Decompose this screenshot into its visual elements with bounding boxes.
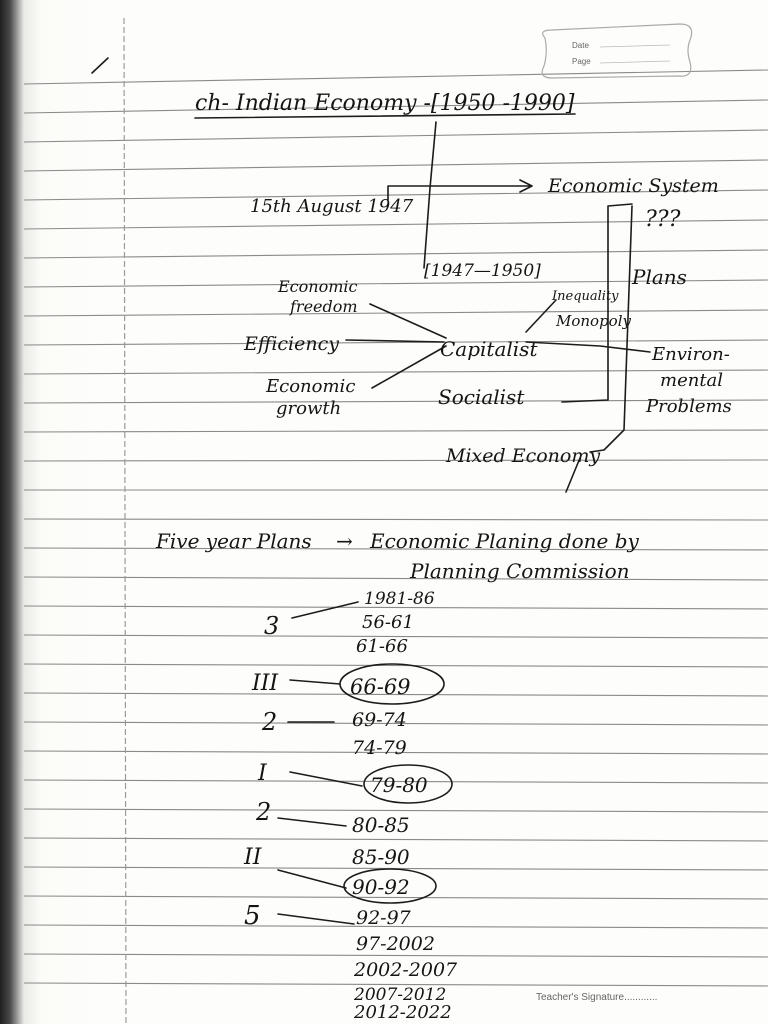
economic-freedom-line2: freedom xyxy=(290,297,358,316)
five-year-arrow: → xyxy=(336,529,353,553)
period-79-80: 79-80 xyxy=(370,773,428,797)
page-label: Page xyxy=(572,57,591,66)
planning-line1: Economic Planing done by xyxy=(370,529,639,553)
mixed-economy-label: Mixed Economy xyxy=(446,445,601,467)
period-69-74: 69-74 xyxy=(352,709,407,731)
question-marks: ??? xyxy=(645,207,681,232)
period-74-79: 74-79 xyxy=(352,737,407,759)
connector-II xyxy=(278,870,346,888)
economic-freedom-line1: Economic xyxy=(278,277,358,296)
margin-line xyxy=(124,18,126,1024)
date-label: Date xyxy=(572,41,589,50)
period-66-69: 66-69 xyxy=(350,675,411,699)
period-2002-2007: 2002-2007 xyxy=(354,959,458,981)
period-92-97: 92-97 xyxy=(356,907,411,929)
growth-connector xyxy=(372,346,446,388)
stray-mark xyxy=(92,58,108,73)
marker-III: III xyxy=(252,671,279,696)
period-2007-2012: 2007-2012 xyxy=(354,985,447,1005)
marker-II: II xyxy=(244,845,262,870)
socialist-label: Socialist xyxy=(438,385,525,409)
connector-I xyxy=(290,772,362,786)
economic-system-label: Economic System xyxy=(548,175,719,197)
plans-label: Plans xyxy=(632,265,687,289)
period-56-61: 56-61 xyxy=(362,612,414,633)
independence-date: 15th August 1947 xyxy=(250,196,414,217)
planning-line2: Planning Commission xyxy=(410,559,630,583)
connector-5 xyxy=(278,914,354,924)
five-year-plans-label: Five year Plans xyxy=(156,529,312,553)
period-90-92: 90-92 xyxy=(352,875,410,899)
freedom-connector xyxy=(370,304,446,338)
period-1947-1950: [1947—1950] xyxy=(424,261,541,281)
period-80-85: 80-85 xyxy=(352,813,410,837)
marker-5: 5 xyxy=(244,901,261,931)
period-97-2002: 97-2002 xyxy=(356,933,435,955)
marker-2b: 2 xyxy=(256,798,272,826)
period-61-66: 61-66 xyxy=(356,636,408,657)
efficiency-label: Efficiency xyxy=(244,333,339,355)
economic-growth-line2: growth xyxy=(276,398,342,419)
connector-III xyxy=(290,680,340,684)
efficiency-connector xyxy=(346,340,444,342)
capitalist-to-inequality xyxy=(526,300,556,332)
environmental-line2: mental xyxy=(660,370,724,391)
period-85-90: 85-90 xyxy=(352,845,410,869)
capitalist-label: Capitalist xyxy=(440,337,538,361)
environmental-line3: Problems xyxy=(646,396,732,417)
period-1981-86: 1981-86 xyxy=(364,589,435,609)
connector-3 xyxy=(292,602,358,618)
marker-I: I xyxy=(258,761,267,786)
connector-2b xyxy=(278,818,346,826)
inequality-label: Inequality xyxy=(552,289,619,304)
date-page-stamp xyxy=(542,24,691,78)
economic-growth-line1: Economic xyxy=(266,376,356,397)
page-title: ch- Indian Economy -[1950 -1990] xyxy=(195,91,575,116)
marker-3: 3 xyxy=(264,612,280,640)
environmental-line1: Environ- xyxy=(652,344,730,365)
capitalist-to-environment xyxy=(526,342,650,352)
marker-2a: 2 xyxy=(262,708,278,736)
monopoly-label: Monopoly xyxy=(556,312,631,330)
teacher-signature: Teacher's Signature............ xyxy=(536,992,658,1003)
period-2012-2022: 2012-2022 xyxy=(354,1002,452,1023)
